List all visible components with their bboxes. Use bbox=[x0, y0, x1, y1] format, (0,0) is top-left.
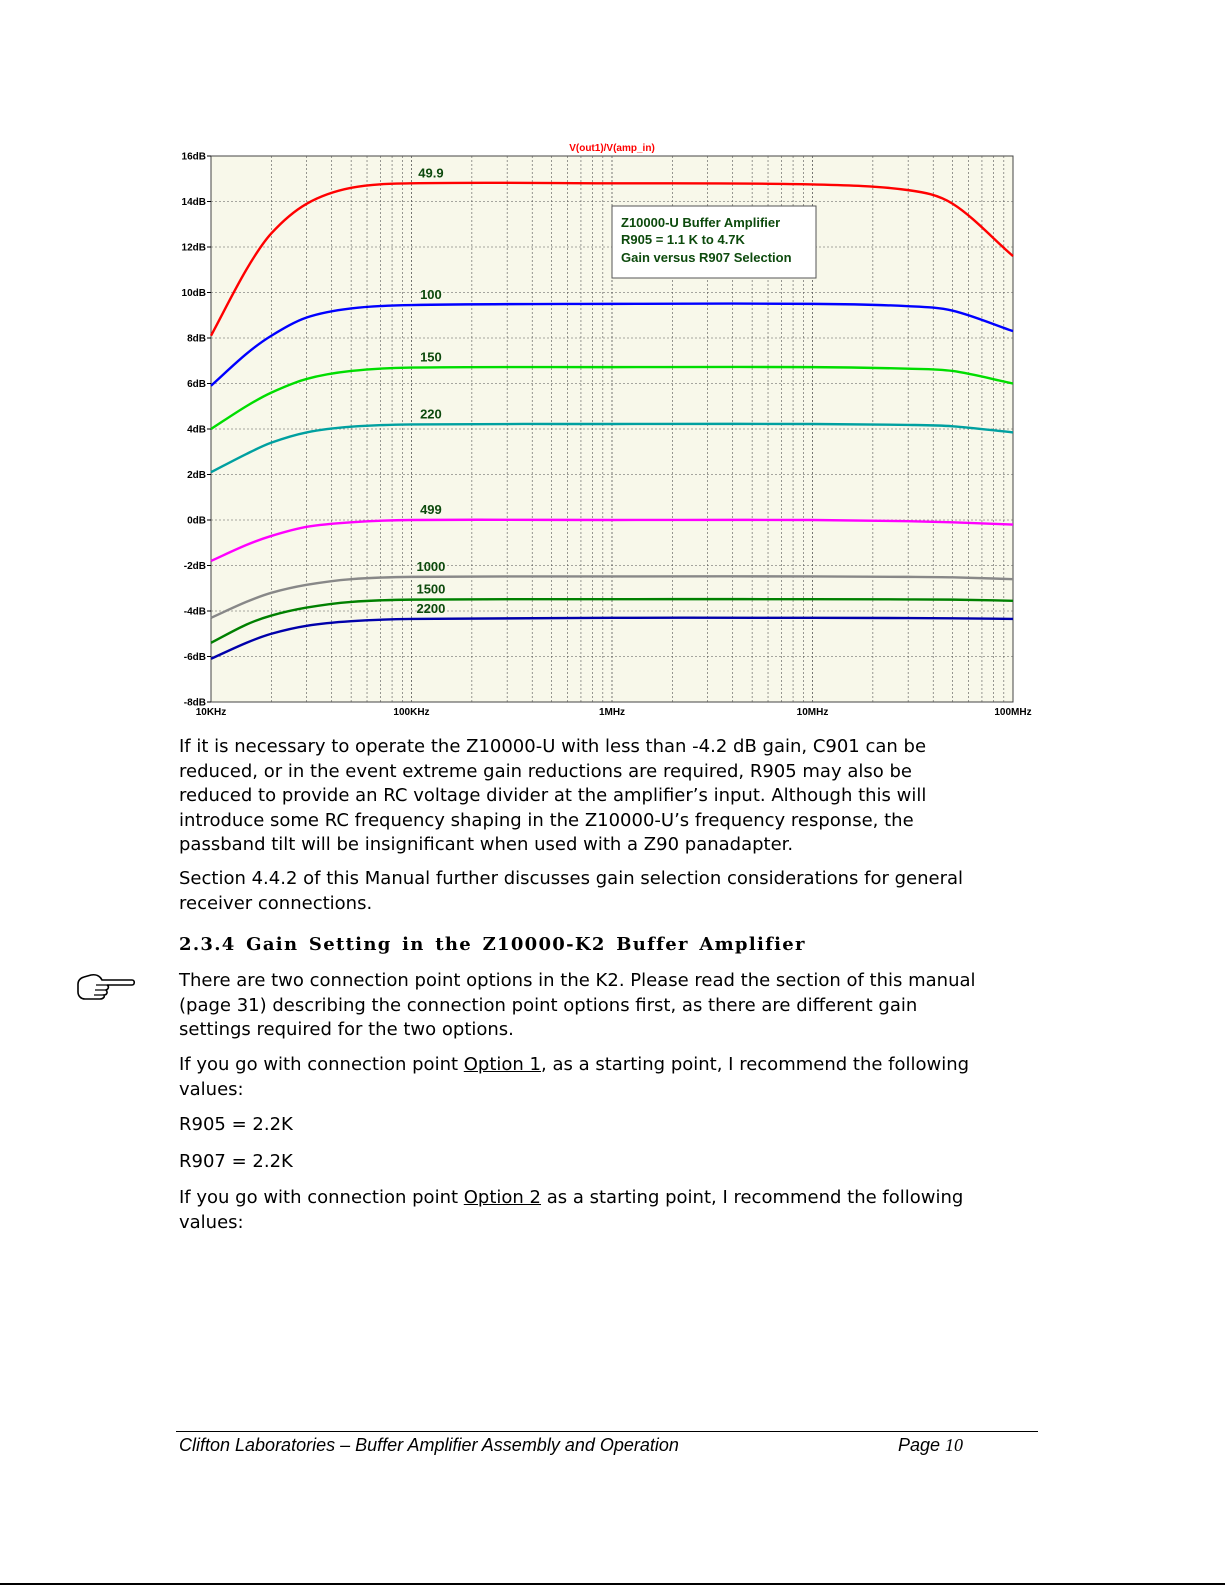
y-tick-label: 6dB bbox=[187, 379, 206, 390]
series-label-1500: 1500 bbox=[416, 581, 446, 597]
footer-page bbox=[898, 1435, 963, 1456]
x-tick-label: 1MHz bbox=[598, 707, 626, 718]
value-r907: R907 = 2.2K bbox=[179, 1151, 293, 1172]
y-tick-label: -8dB bbox=[183, 697, 206, 709]
y-tick-label: 4dB bbox=[187, 424, 206, 436]
text-line: passband tilt will be insignificant when used with a Z90 panadapter. bbox=[179, 834, 794, 855]
series-label-100: 100 bbox=[420, 287, 442, 303]
y-tick-label: 16dB bbox=[181, 151, 206, 163]
paragraph-option-1 bbox=[179, 1053, 1039, 1102]
annotation-box bbox=[612, 206, 816, 278]
y-tick-label: -2dB bbox=[183, 561, 206, 572]
x-tick-label: 100MHz bbox=[994, 707, 1032, 718]
text-line: introduce some RC frequency shaping in the Z10000-U’s frequency response, the bbox=[179, 809, 914, 831]
paragraph-section-reference bbox=[179, 867, 1039, 916]
y-tick-label: 14dB bbox=[181, 197, 206, 208]
section-heading: 2.3.4 Gain Setting in the Z10000-K2 Buffer Amplifier bbox=[179, 934, 806, 955]
text-segment: as a starting point, I recommend the following bbox=[541, 1187, 964, 1208]
y-tick-label: 12dB bbox=[181, 242, 206, 254]
series-label-1000: 1000 bbox=[416, 558, 446, 574]
y-tick-label: 10dB bbox=[181, 288, 206, 299]
x-tick-label: 100KHz bbox=[393, 707, 430, 718]
x-tick-label: 10MHz bbox=[796, 707, 829, 718]
footer-title: Clifton Laboratories – Buffer Amplifier Assembly and Operation bbox=[179, 1435, 679, 1455]
text-line: values: bbox=[179, 1078, 244, 1100]
annotation-line-3: Gain versus R907 Selection bbox=[621, 250, 792, 265]
text-line: receiver connections. bbox=[179, 892, 373, 914]
annotation-line-1: Z10000-U Buffer Amplifier bbox=[621, 215, 781, 230]
series-label-220: 220 bbox=[420, 406, 442, 422]
pointing-hand-icon bbox=[74, 972, 136, 1002]
y-axis-ticks bbox=[182, 152, 211, 709]
text-line: If it is necessary to operate the Z10000-U with less than -4.2 dB gain, C901 can be bbox=[179, 736, 927, 757]
text-segment: , as a starting point, I recommend the following bbox=[541, 1054, 970, 1075]
text-line: There are two connection point options in the K2. Please read the section of this manual bbox=[179, 970, 976, 991]
series-label-2200: 2200 bbox=[416, 600, 446, 616]
option-2-link[interactable]: Option 2 bbox=[463, 1187, 542, 1208]
y-tick-label: 2dB bbox=[187, 470, 206, 481]
text-line: settings required for the two options. bbox=[179, 1019, 514, 1040]
y-tick-label: 0dB bbox=[187, 515, 206, 527]
text-line: Section 4.4.2 of this Manual further discusses gain selection considerations for general bbox=[179, 868, 964, 889]
option-1-link[interactable]: Option 1 bbox=[463, 1054, 542, 1075]
text-segment: If you go with connection point bbox=[179, 1187, 464, 1208]
series-label-499: 499 bbox=[420, 502, 442, 517]
paragraph-option-2 bbox=[179, 1186, 1039, 1235]
footer-divider bbox=[176, 1431, 1038, 1432]
text-line: values: bbox=[179, 1211, 244, 1233]
text-line: reduced to provide an RC voltage divider at the amplifier’s input. Although this will bbox=[179, 785, 927, 806]
page-number: 10 bbox=[945, 1435, 964, 1455]
value-r905: R905 = 2.2K bbox=[179, 1114, 293, 1135]
gain-frequency-chart bbox=[160, 138, 1040, 728]
paragraph-connection-options bbox=[179, 969, 1039, 1043]
y-tick-label: -6dB bbox=[183, 652, 206, 663]
page-label: Page bbox=[898, 1435, 946, 1455]
chart-title: V(out1)/V(amp_in) bbox=[569, 143, 655, 154]
annotation-line-2: R905 = 1.1 K to 4.7K bbox=[621, 232, 745, 247]
series-label-49.9: 49.9 bbox=[418, 165, 444, 181]
paragraph-gain-reduction bbox=[179, 735, 1039, 858]
text-line: (page 31) describing the connection point options first, as there are different gain bbox=[179, 994, 918, 1016]
x-tick-label: 10KHz bbox=[195, 707, 227, 718]
text-line: reduced, or in the event extreme gain reductions are required, R905 may also be bbox=[179, 760, 912, 782]
text-segment: If you go with connection point bbox=[179, 1054, 464, 1075]
y-tick-label: -4dB bbox=[183, 606, 206, 618]
x-axis-ticks bbox=[196, 707, 1032, 718]
y-tick-label: 8dB bbox=[187, 333, 206, 345]
series-label-150: 150 bbox=[420, 349, 442, 365]
